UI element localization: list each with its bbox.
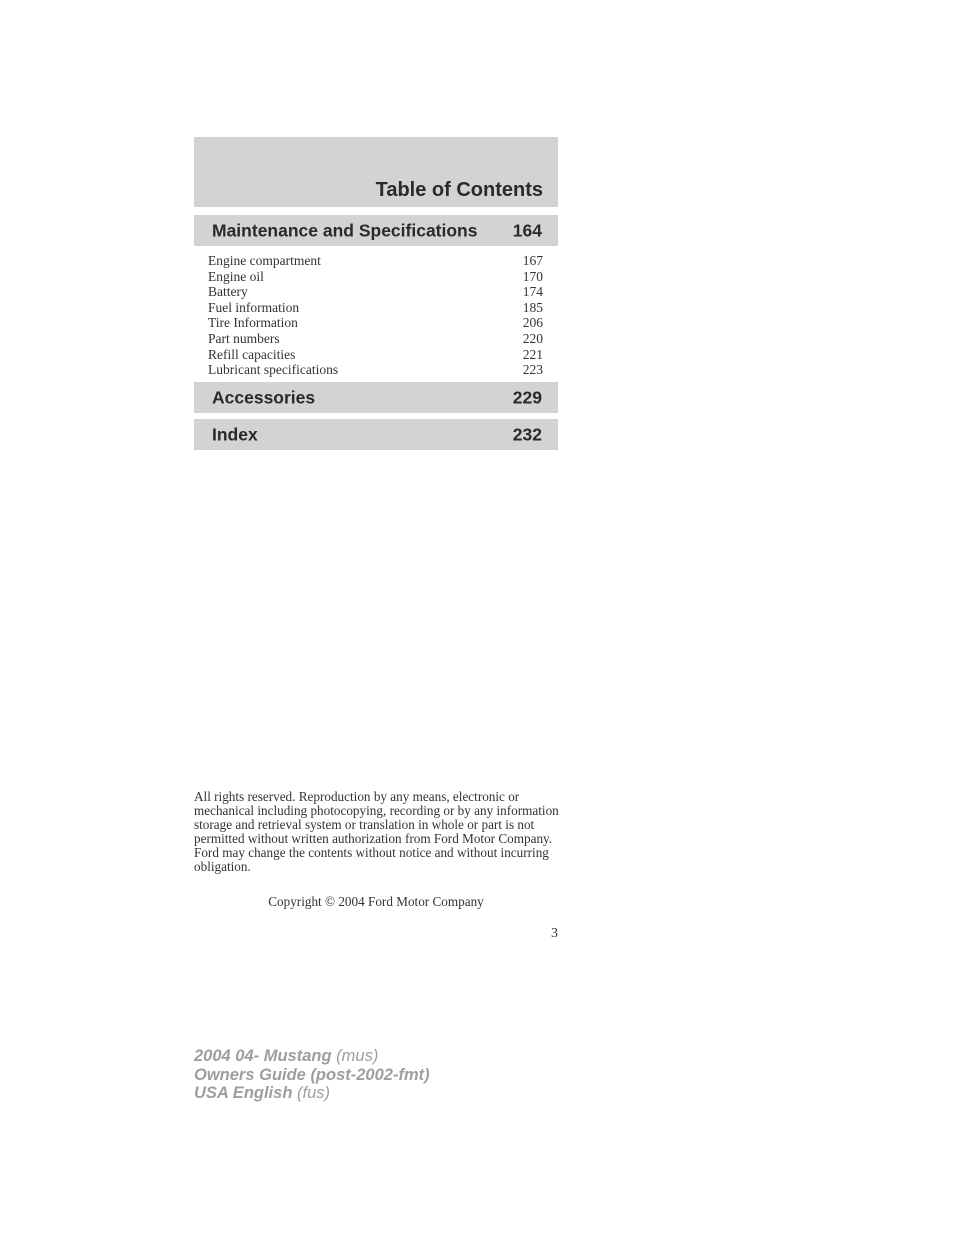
toc-entry-page: 206 — [522, 315, 543, 331]
toc-entry-part-numbers[interactable] — [208, 331, 543, 347]
toc-section-page: 232 — [512, 424, 542, 444]
toc-entry-label: Engine compartment — [208, 253, 321, 268]
toc-entry-page: 167 — [522, 253, 543, 268]
toc-section-index[interactable] — [194, 419, 558, 450]
toc-entry-engine-oil[interactable] — [208, 269, 543, 285]
toc-entry-label: Lubricant specifications — [208, 362, 339, 378]
page-number: 3 — [551, 926, 558, 941]
footer-language-code: (fus) — [297, 1084, 330, 1102]
toc-section-accessories[interactable] — [194, 382, 558, 413]
toc-header — [194, 137, 558, 207]
toc-entry-tire-information[interactable] — [208, 315, 543, 331]
footer-model-name: 2004 04- Mustang — [194, 1047, 332, 1065]
toc-entry-refill-capacities[interactable] — [208, 347, 543, 363]
document-footer — [194, 1047, 430, 1103]
legal-notice: All rights reserved. Reproduction by any means, electronic or mechanical including photocopying, recording or by any information storage and retrieval system or translation in whole or part is not permitted without written authorization from Ford Motor Company. Ford may change the contents without notice and without incurring obligation. — [194, 789, 559, 874]
toc-section-label: Index — [212, 424, 258, 444]
toc-entry-fuel-information[interactable] — [208, 300, 543, 316]
toc-entry-page: 221 — [522, 346, 543, 362]
footer-line-model — [194, 1047, 430, 1066]
toc-entry-page: 185 — [522, 299, 543, 315]
toc-entry-lubricant-specifications[interactable] — [208, 362, 543, 378]
toc-entry-label: Battery — [208, 284, 248, 300]
toc-entry-page: 170 — [522, 268, 543, 284]
toc-section-label: Maintenance and Specifications — [212, 220, 478, 240]
toc-section-label: Accessories — [212, 387, 316, 407]
toc-entry-label: Refill capacities — [208, 346, 296, 362]
toc-entry-battery[interactable] — [208, 284, 543, 300]
toc-entry-engine-compartment[interactable] — [208, 253, 543, 269]
page-title: Table of Contents — [375, 179, 543, 201]
toc-entry-page: 220 — [522, 330, 543, 346]
copyright-notice: Copyright © 2004 Ford Motor Company — [268, 894, 484, 909]
toc-entry-label: Fuel information — [208, 299, 300, 315]
toc-subsection-list — [208, 253, 543, 378]
footer-line-language — [194, 1084, 430, 1103]
toc-entry-label: Engine oil — [208, 268, 264, 284]
footer-guide-name: Owners Guide (post-2002-fmt) — [194, 1065, 430, 1084]
toc-entry-label: Part numbers — [208, 330, 280, 346]
footer-line-guide — [194, 1066, 430, 1085]
toc-section-page: 164 — [512, 220, 542, 240]
toc-entry-page: 174 — [522, 284, 543, 300]
toc-entry-label: Tire Information — [208, 315, 298, 331]
toc-section-page: 229 — [512, 387, 542, 407]
footer-model-code: (mus) — [336, 1047, 379, 1065]
toc-section-maintenance[interactable] — [194, 215, 558, 246]
footer-language-name: USA English — [194, 1084, 293, 1102]
toc-entry-page: 223 — [522, 362, 543, 378]
